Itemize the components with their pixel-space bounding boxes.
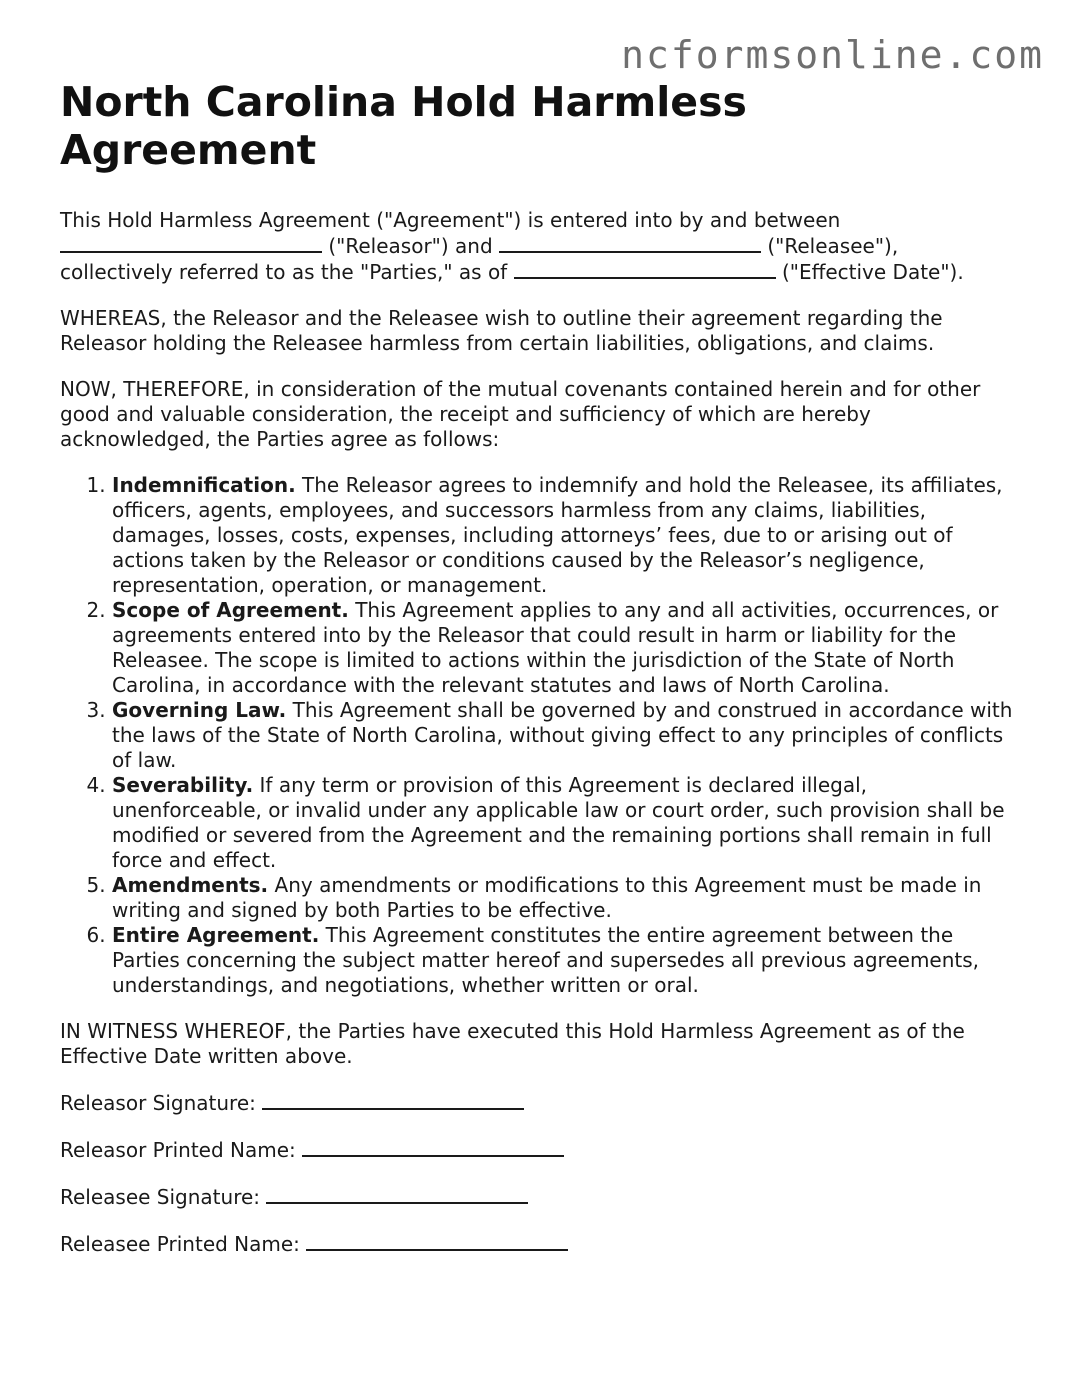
releasee-signature-blank[interactable] — [266, 1184, 528, 1204]
clauses-list — [60, 473, 1022, 998]
whereas-paragraph: WHEREAS, the Releasor and the Releasee wish to outline their agreement regarding the Releasor holding the Releasee harmless from certain liabilities, obligations, and claims. — [60, 306, 943, 355]
clause-text: This Agreement applies to any and all activities, occurrences, or agreements entered into by the Releasor that could result in harm or liability for the Releasee. The scope is limited to actions within the jurisdiction of the State of North Carolina, in accordance with the relevant statutes and laws of North Carolina. — [112, 598, 999, 697]
clause-item — [112, 698, 1022, 773]
releasor-name-blank[interactable] — [60, 233, 322, 253]
document-page — [60, 78, 1022, 1257]
effective-date-blank[interactable] — [514, 259, 776, 279]
clause-text: If any term or provision of this Agreement is declared illegal, unenforceable, or invalid under any applicable law or court order, such provision shall be modified or severed from the Agreement and the remaining portions shall remain in full force and effect. — [112, 773, 1005, 872]
now-therefore-paragraph: NOW, THEREFORE, in consideration of the mutual covenants contained herein and for other good and valuable consideration, the receipt and sufficiency of which are hereby acknowledged, the Parties agree as follows: — [60, 377, 981, 451]
releasee-name-blank[interactable] — [499, 233, 761, 253]
clause-heading: Amendments. — [112, 873, 269, 897]
clause-heading: Severability. — [112, 773, 254, 797]
releasor-printed-name-label: Releasor Printed Name: — [60, 1138, 296, 1162]
releasor-printed-name-line — [60, 1137, 1022, 1163]
clause-text: The Releasor agrees to indemnify and hold the Releasee, its affiliates, officers, agents, employees, and successors harmless from any claims, liabilities, damages, losses, costs, expenses, including attorneys’ fees, due to or arising out of actions taken by the Releasor or conditions caused by the Releasor’s negligence, representation, operation, or management. — [112, 473, 1003, 597]
releasee-signature-label: Releasee Signature: — [60, 1185, 261, 1209]
clause-heading: Governing Law. — [112, 698, 287, 722]
releasor-signature-blank[interactable] — [262, 1090, 524, 1110]
clause-text: Any amendments or modifications to this Agreement must be made in writing and signed by both Parties to be effective. — [112, 873, 982, 922]
clause-text: This Agreement constitutes the entire agreement between the Parties concerning the subject matter hereof and supersedes all previous agreements, understandings, and negotiations, whether written or oral. — [112, 923, 980, 997]
releasor-signature-line — [60, 1090, 1022, 1116]
releasee-printed-name-label: Releasee Printed Name: — [60, 1232, 300, 1256]
intro-text-3: ("Releasee"), — [767, 234, 899, 258]
clause-heading: Indemnification. — [112, 473, 296, 497]
releasee-printed-name-line — [60, 1231, 1022, 1257]
clause-item — [112, 923, 1022, 998]
clause-heading: Scope of Agreement. — [112, 598, 349, 622]
intro-paragraph — [60, 208, 1022, 285]
releasor-printed-name-blank[interactable] — [302, 1137, 564, 1157]
document-title: North Carolina Hold Harmless Agreement — [60, 78, 747, 174]
site-watermark: ncformsonline.com — [621, 33, 1044, 77]
intro-text-2: ("Releasor") and — [328, 234, 493, 258]
clause-item — [112, 473, 1022, 598]
releasor-signature-label: Releasor Signature: — [60, 1091, 256, 1115]
releasee-printed-name-blank[interactable] — [306, 1231, 568, 1251]
clause-item — [112, 873, 1022, 923]
clause-item — [112, 773, 1022, 873]
releasee-signature-line — [60, 1184, 1022, 1210]
intro-text-5: ("Effective Date"). — [781, 260, 964, 284]
witness-paragraph: IN WITNESS WHEREOF, the Parties have executed this Hold Harmless Agreement as of the Effective Date written above. — [60, 1019, 965, 1068]
clause-heading: Entire Agreement. — [112, 923, 320, 947]
intro-text-1: This Hold Harmless Agreement ("Agreement") is entered into by and between — [60, 208, 841, 232]
intro-text-4: collectively referred to as the "Parties," as of — [60, 260, 508, 284]
clause-text: This Agreement shall be governed by and construed in accordance with the laws of the State of North Carolina, without giving effect to any principles of conflicts of law. — [112, 698, 1013, 772]
clause-item — [112, 598, 1022, 698]
